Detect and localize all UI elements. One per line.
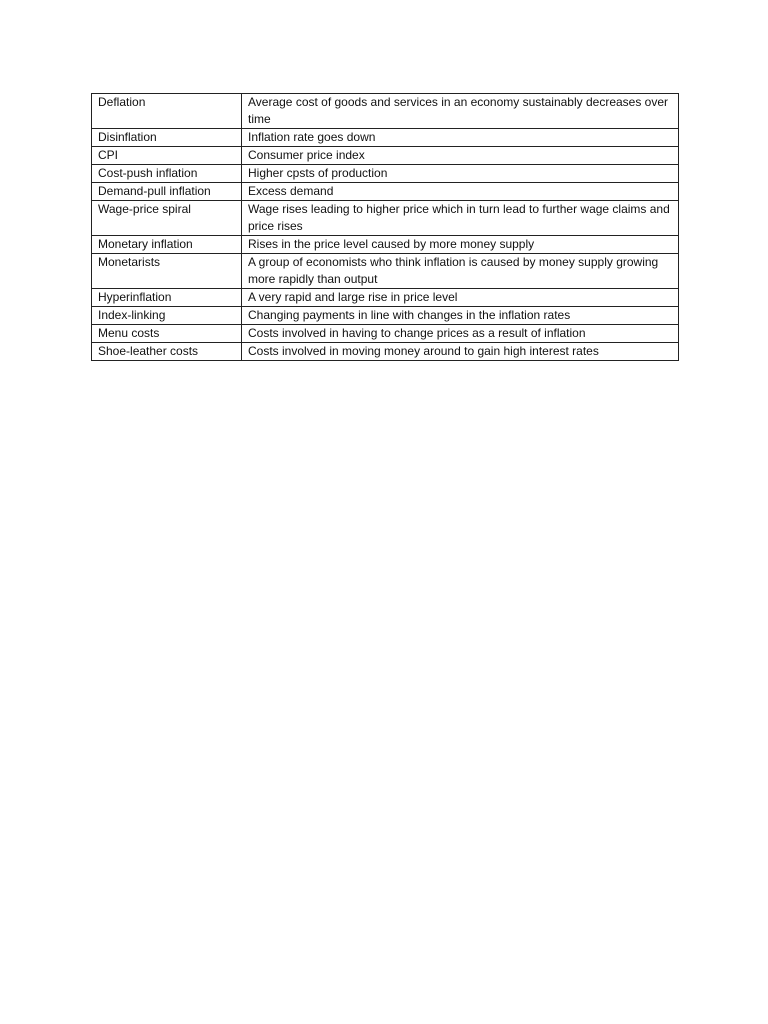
term-cell: Wage-price spiral [92, 201, 242, 236]
term-cell: Hyperinflation [92, 289, 242, 307]
table-row [92, 165, 679, 183]
term-cell: Index-linking [92, 307, 242, 325]
table-row [92, 147, 679, 165]
term-cell: Monetary inflation [92, 236, 242, 254]
table-row [92, 236, 679, 254]
term-cell: Menu costs [92, 325, 242, 343]
term-cell: CPI [92, 147, 242, 165]
table-row [92, 307, 679, 325]
definition-cell: Average cost of goods and services in an economy sustainably decreases over time [242, 94, 679, 129]
table-row [92, 183, 679, 201]
definition-cell: Wage rises leading to higher price which in turn lead to further wage claims and price rises [242, 201, 679, 236]
definition-cell: Changing payments in line with changes in the inflation rates [242, 307, 679, 325]
definition-cell: Rises in the price level caused by more money supply [242, 236, 679, 254]
definition-cell: Costs involved in moving money around to gain high interest rates [242, 343, 679, 361]
glossary-table [91, 93, 679, 361]
definition-cell: A very rapid and large rise in price level [242, 289, 679, 307]
definition-cell: Inflation rate goes down [242, 129, 679, 147]
definition-cell: Consumer price index [242, 147, 679, 165]
definition-cell: Higher cpsts of production [242, 165, 679, 183]
table-row [92, 325, 679, 343]
term-cell: Disinflation [92, 129, 242, 147]
table-row [92, 129, 679, 147]
term-cell: Deflation [92, 94, 242, 129]
table-row [92, 94, 679, 129]
term-cell: Monetarists [92, 254, 242, 289]
definition-cell: Excess demand [242, 183, 679, 201]
definition-cell: A group of economists who think inflation is caused by money supply growing more rapidly than output [242, 254, 679, 289]
term-cell: Shoe-leather costs [92, 343, 242, 361]
definition-cell: Costs involved in having to change prices as a result of inflation [242, 325, 679, 343]
table-row [92, 289, 679, 307]
table-row [92, 343, 679, 361]
table-row [92, 201, 679, 236]
table-row [92, 254, 679, 289]
term-cell: Demand-pull inflation [92, 183, 242, 201]
term-cell: Cost-push inflation [92, 165, 242, 183]
